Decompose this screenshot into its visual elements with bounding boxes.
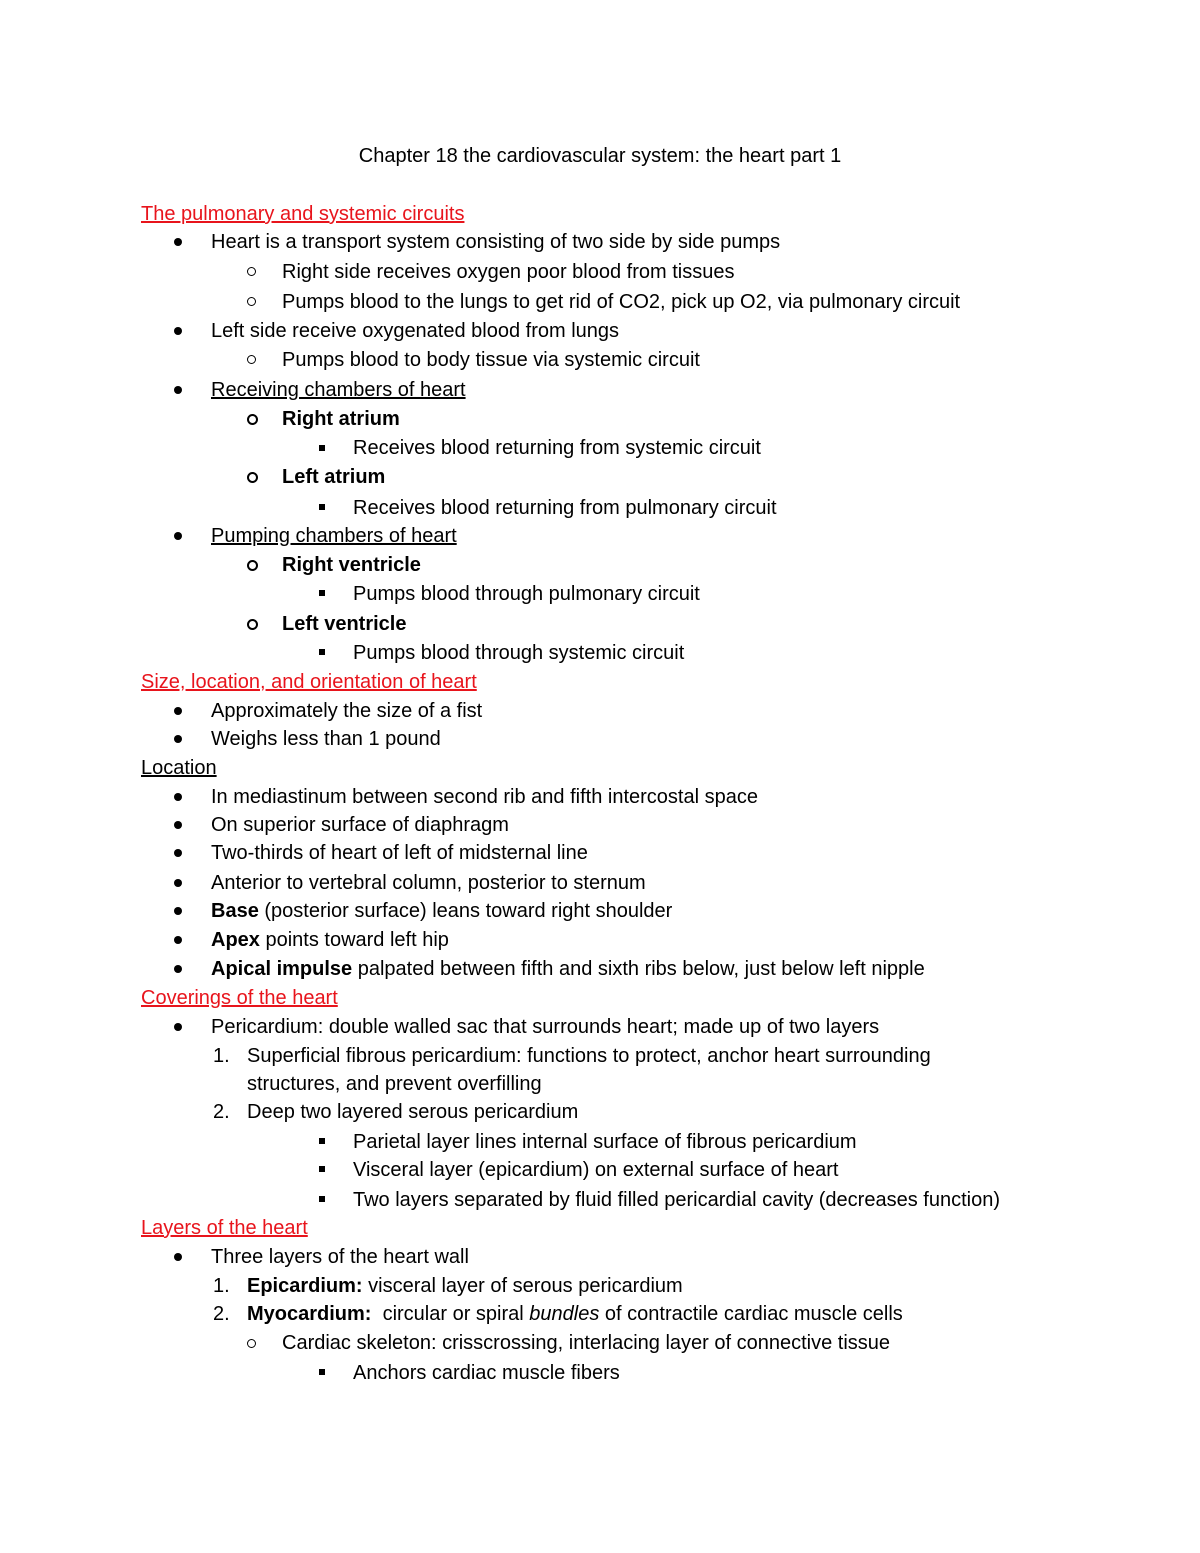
term-myocardium: Myocardium: — [247, 1303, 372, 1325]
bullet-icon — [174, 238, 182, 246]
term-epicardium: Epicardium: — [247, 1275, 363, 1297]
subheading-pumping-chambers: Pumping chambers of heart — [211, 525, 457, 547]
bullet-icon — [174, 532, 182, 540]
list-item: Visceral layer (epicardium) on external surface of heart — [353, 1159, 839, 1181]
circle-bullet-icon — [247, 355, 256, 364]
circle-bullet-icon — [247, 297, 256, 306]
bullet-icon — [174, 821, 182, 829]
subheading-receiving-chambers: Receiving chambers of heart — [211, 379, 466, 401]
bullet-icon — [174, 386, 182, 394]
list-item — [247, 1274, 683, 1298]
bullet-icon — [174, 793, 182, 801]
list-item — [211, 899, 672, 923]
list-item: Right atrium — [282, 408, 400, 430]
circle-bullet-icon — [247, 472, 258, 483]
list-number: 1. — [213, 1275, 230, 1297]
list-item: Two layers separated by fluid filled pericardial cavity (decreases function) — [353, 1189, 1000, 1211]
square-bullet-icon — [319, 504, 325, 510]
list-item: In mediastinum between second rib and fifth intercostal space — [211, 786, 758, 808]
list-item: Right side receives oxygen poor blood from tissues — [282, 261, 735, 283]
list-item — [211, 957, 925, 981]
term-bundles: bundles — [529, 1303, 600, 1325]
bullet-icon — [174, 879, 182, 887]
page-title: Chapter 18 the cardiovascular system: the heart part 1 — [358, 145, 842, 167]
square-bullet-icon — [319, 590, 325, 596]
list-number: 1. — [213, 1045, 230, 1067]
list-item: Deep two layered serous pericardium — [247, 1101, 579, 1123]
bullet-icon — [174, 735, 182, 743]
list-item: Right ventricle — [282, 554, 421, 576]
list-item: Three layers of the heart wall — [211, 1246, 469, 1268]
list-item: Heart is a transport system consisting of two side by side pumps — [211, 231, 781, 253]
bullet-icon — [174, 707, 182, 715]
list-item: Anterior to vertebral column, posterior to sternum — [211, 872, 646, 894]
list-item: Receives blood returning from pulmonary circuit — [353, 497, 777, 519]
list-item: Cardiac skeleton: crisscrossing, interlacing layer of connective tissue — [282, 1332, 891, 1354]
list-item: Left side receive oxygenated blood from lungs — [211, 320, 620, 342]
list-number: 2. — [213, 1303, 230, 1325]
square-bullet-icon — [319, 1138, 325, 1144]
list-item-text: circular or spiral — [371, 1303, 530, 1325]
list-item: Two-thirds of heart of left of midsternal line — [211, 842, 588, 864]
circle-bullet-icon — [247, 1339, 256, 1348]
square-bullet-icon — [319, 1369, 325, 1375]
bullet-icon — [174, 965, 182, 973]
list-item-text: of contractile cardiac muscle cells — [599, 1303, 903, 1325]
heading-size-location: Size, location, and orientation of heart — [141, 671, 477, 693]
list-item — [247, 1302, 903, 1326]
list-item: Approximately the size of a fist — [211, 700, 483, 722]
bullet-icon — [174, 1023, 182, 1031]
bullet-icon — [174, 1253, 182, 1261]
circle-bullet-icon — [247, 619, 258, 630]
list-item-continued: structures, and prevent overfilling — [247, 1073, 542, 1095]
list-item: Left atrium — [282, 466, 386, 488]
list-item: Weighs less than 1 pound — [211, 728, 441, 750]
list-item: Pumps blood through systemic circuit — [353, 642, 685, 664]
term-base: Base — [211, 900, 259, 922]
list-item: Superficial fibrous pericardium: functions to protect, anchor heart surrounding — [247, 1045, 931, 1067]
list-item: Pumps blood to body tissue via systemic circuit — [282, 349, 700, 371]
list-item: Pumps blood through pulmonary circuit — [353, 583, 700, 605]
bullet-icon — [174, 849, 182, 857]
circle-bullet-icon — [247, 267, 256, 276]
list-item-text: palpated between fifth and sixth ribs below, just below left nipple — [352, 958, 925, 980]
square-bullet-icon — [319, 1166, 325, 1172]
list-item: Left ventricle — [282, 613, 407, 635]
heading-pulmonary-systemic: The pulmonary and systemic circuits — [141, 203, 465, 225]
heading-layers: Layers of the heart — [141, 1217, 308, 1239]
bullet-icon — [174, 327, 182, 335]
term-apex: Apex — [211, 929, 260, 951]
square-bullet-icon — [319, 649, 325, 655]
list-item — [211, 928, 449, 952]
list-item-text: points toward left hip — [259, 929, 449, 951]
list-item: Anchors cardiac muscle fibers — [353, 1362, 620, 1384]
list-item: Parietal layer lines internal surface of fibrous pericardium — [353, 1131, 857, 1153]
list-item: Pericardium: double walled sac that surrounds heart; made up of two layers — [211, 1016, 880, 1038]
heading-location: Location — [141, 757, 217, 779]
square-bullet-icon — [319, 445, 325, 451]
circle-bullet-icon — [247, 560, 258, 571]
circle-bullet-icon — [247, 414, 258, 425]
bullet-icon — [174, 907, 182, 915]
list-item: On superior surface of diaphragm — [211, 814, 509, 836]
list-item-text: visceral layer of serous pericardium — [362, 1275, 683, 1297]
list-item: Receives blood returning from systemic circuit — [353, 437, 761, 459]
term-apical-impulse: Apical impulse — [211, 958, 353, 980]
list-item: Pumps blood to the lungs to get rid of CO2, pick up O2, via pulmonary circuit — [282, 291, 961, 313]
square-bullet-icon — [319, 1196, 325, 1202]
heading-coverings: Coverings of the heart — [141, 987, 338, 1009]
bullet-icon — [174, 936, 182, 944]
list-number: 2. — [213, 1101, 230, 1123]
list-item-text: (posterior surface) leans toward right shoulder — [258, 900, 673, 922]
